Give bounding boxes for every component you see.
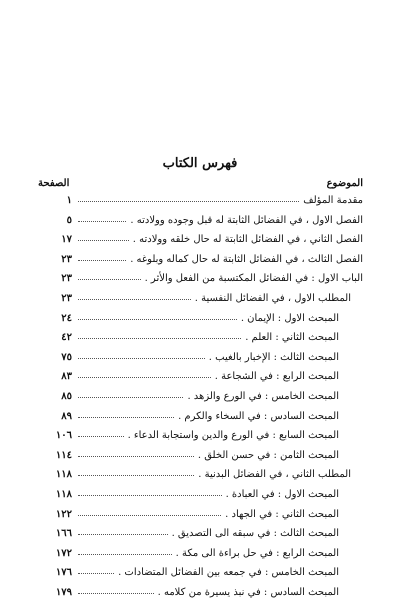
toc-header [38,178,363,192]
dotted-leader [78,279,141,280]
dotted-leader [78,221,126,222]
toc-entry-title: المطلب الاول ، في الفضائل النفسية . [194,292,351,304]
toc-entry-title: المبحث الاول : الإيمان . [240,312,339,324]
toc-entry-page-number: ١١٨ [55,469,72,481]
dotted-leader [78,515,221,516]
toc-entry-page-number: ١٧٦ [55,567,72,579]
dotted-leader [78,554,172,555]
toc-entry [38,310,363,330]
toc-entry-page-number: ٢٣ [61,253,72,265]
dotted-leader [78,397,183,398]
topic-column-header: الموضوع [326,178,363,189]
toc-entry [38,329,363,349]
dotted-leader [78,240,129,241]
toc-entry-title: المبحث الرابع : في الشجاعة . [214,371,339,383]
toc-entry-title: الفصل الثاني ، في الفضائل الثابتة له حال خلقه وولادته . [132,234,363,246]
toc-entry [38,251,363,271]
toc-entry-page-number: ١٢٢ [55,508,72,520]
dotted-leader [78,260,126,261]
toc-entry-page-number: ١١٤ [55,449,72,461]
toc-entry-page-number: ٢٤ [61,312,72,324]
toc-entry-page-number: ١٠٦ [55,430,72,442]
toc-entry-title: المبحث الثاني : في الجهاد . [225,508,339,520]
toc-entry-page-number: ١١٨ [55,488,72,500]
toc-entry-title: المطلب الثاني ، في الفضائل البدنية . [198,469,351,481]
toc-entry-page-number: ١٦٦ [55,528,72,540]
toc-entry [38,525,363,545]
toc-entry-page-number: ٨٣ [61,371,72,383]
page-title: فهرس الكتاب [162,156,238,171]
toc-entry [38,368,363,388]
toc-entry-page-number: ٥ [66,214,72,226]
toc-entry [38,408,363,428]
toc-entry-page-number: ٨٩ [61,410,72,422]
toc-entry [38,564,363,584]
toc-entry-title: المبحث الرابع : في حل براءة الى مكة . [175,547,339,559]
toc-entry-title: المبحث الخامس : في الورع والزهد . [187,390,339,402]
toc-entry-page-number: ٤٢ [61,332,72,344]
toc-entry-title: المبحث الاول : في العبادة . [225,488,339,500]
toc-entry-title: المبحث الثالث : في سبقه الى التصديق . [171,528,339,540]
dotted-leader [78,534,168,535]
toc-entry [38,466,363,486]
toc-entry-title: المبحث السابع : في الورع والدين واستجابة الدعاء . [127,430,339,442]
dotted-leader [78,377,211,378]
dotted-leader [78,201,299,202]
dotted-leader [78,436,124,437]
toc-entry [38,506,363,526]
toc-entry [38,349,363,369]
toc-entry-page-number: ١٧٩ [55,586,72,598]
page-column-header: الصفحة [38,178,70,189]
toc-entry-title: المبحث الثامن : في حسن الخلق . [197,449,339,461]
toc-entry [38,486,363,506]
toc-entry-title: المبحث الثاني : العلم . [245,332,339,344]
toc-entry-page-number: ٨٥ [61,390,72,402]
toc-entry [38,231,363,251]
toc-entry-page-number: ٧٥ [61,351,72,363]
toc-entry-page-number: ١٧ [61,234,72,246]
toc-entry-title: مقدمة المؤلف [303,195,363,206]
dotted-leader [78,319,237,320]
toc-entry-title: الفصل الثالث ، في الفضائل الثابتة له حال كماله وبلوغه . [130,253,363,265]
dotted-leader [78,593,154,594]
toc-entry-page-number: ١ [66,195,72,206]
toc-entry [38,212,363,232]
dotted-leader [78,299,191,300]
dotted-leader [78,456,194,457]
toc-entry [38,427,363,447]
toc-entry-title: الباب الاول : في الفضائل المكتسبة من الفعل والأثر . [144,273,363,285]
dotted-leader [78,358,205,359]
toc-entry [38,545,363,565]
toc-entry-title: الفصل الاول ، في الفضائل الثابتة له قبل وجوده وولادته . [130,214,363,226]
toc-entry [38,270,363,290]
dotted-leader [78,573,114,574]
toc-entry-title: المبحث السادس : في نبذ يسيرة من كلامه . [157,586,339,598]
dotted-leader [78,495,222,496]
toc-entry-page-number: ١٧٢ [55,547,72,559]
toc-entry-title: المبحث الخامس : في جمعه بين الفضائل المتضادات . [118,567,339,579]
toc-entry [38,584,363,603]
toc-entry [38,447,363,467]
toc-entry [38,192,363,212]
dotted-leader [78,417,174,418]
toc-entry-page-number: ٢٣ [61,292,72,304]
toc-entry [38,388,363,408]
toc-list [38,192,363,603]
toc-entry-title: المبحث السادس : في السخاء والكرم . [178,410,339,422]
dotted-leader [78,475,194,476]
toc-entry [38,290,363,310]
toc-entry-page-number: ٢٣ [61,273,72,285]
dotted-leader [78,338,241,339]
toc-entry-title: المبحث الثالث : الإخبار بالغيب . [208,351,339,363]
